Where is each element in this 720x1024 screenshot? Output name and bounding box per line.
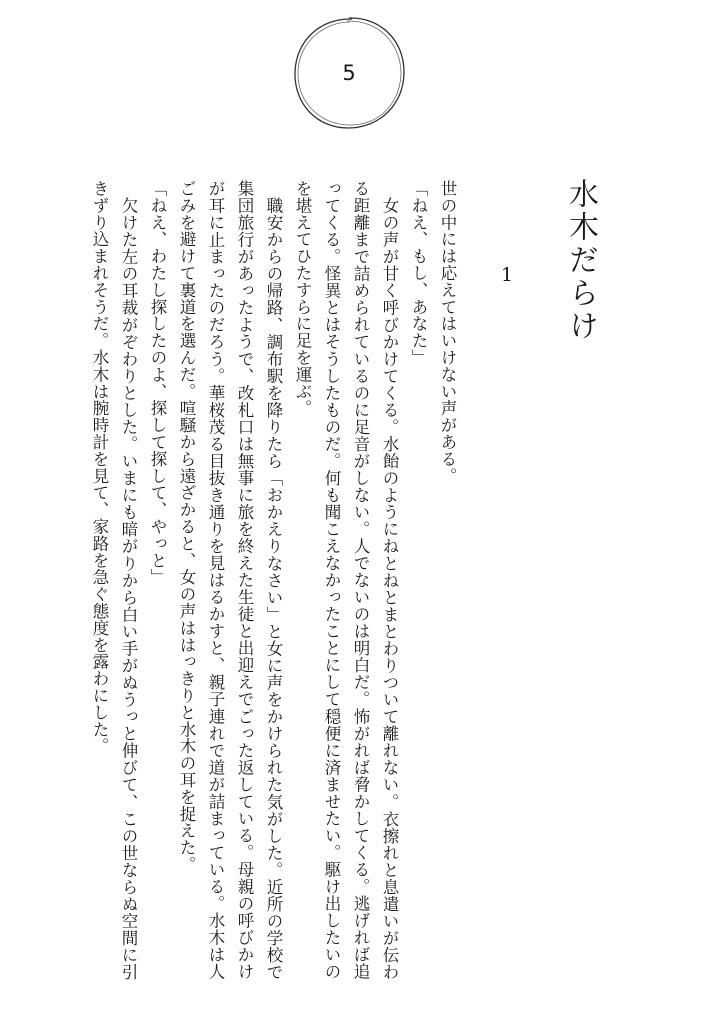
paragraph: 世の中には応えてはいけない声がある。 (438, 180, 457, 485)
body-text (80, 180, 462, 980)
paragraph: 「ねえ、もし、あなた」 (409, 180, 428, 366)
paragraph: 女の声が甘く呼びかけてくる。水飴のようにねとねとまとわりついて離れない。衣擦れと息遣いが伝わる距離まで詰められているのに足音がしない。人でないのは明白だ。怖がれば脅かしてくる。逃げれば追ってくる。怪異とはそうしたものだ。何も聞こえなかったことにして穏便に済ませたい。駆け出したいのを堪えてひたすらに足を運ぶ。 (293, 180, 399, 980)
section-number: 1 (500, 264, 514, 286)
story-title: 水木だらけ (563, 178, 598, 343)
paragraph: 「ねえ、わたし探したのよ、探して探して、やっと」 (148, 180, 167, 586)
paragraph: 欠けた左の耳裁がぞわりとした。いまにも暗がりから白い手がぬうっと伸びて、この世ならぬ空間に引きずり込まれそうだ。水木は腕時計を見て、家路を急ぐ態度を露わにした。 (90, 180, 138, 980)
paragraph: 職安からの帰路、調布駅を降りたら「おかえりなさい」と女に声をかけられた気がした。近所の学校で集団旅行があったようで、改札口は無事に旅を終えた生徒と出迎えでごった返している。母親の呼びかけが耳に止まったのだろう。華桜茂る目抜き通りを見はるかすと、親子連れで道が詰まっている。水木は人ごみを避けて裏道を選んだ。喧騒から遠ざかると、女の声ははっきりと水木の耳を捉えた。 (177, 180, 283, 980)
chapter-number: 5 (342, 61, 356, 85)
chapter-circle (290, 14, 408, 132)
